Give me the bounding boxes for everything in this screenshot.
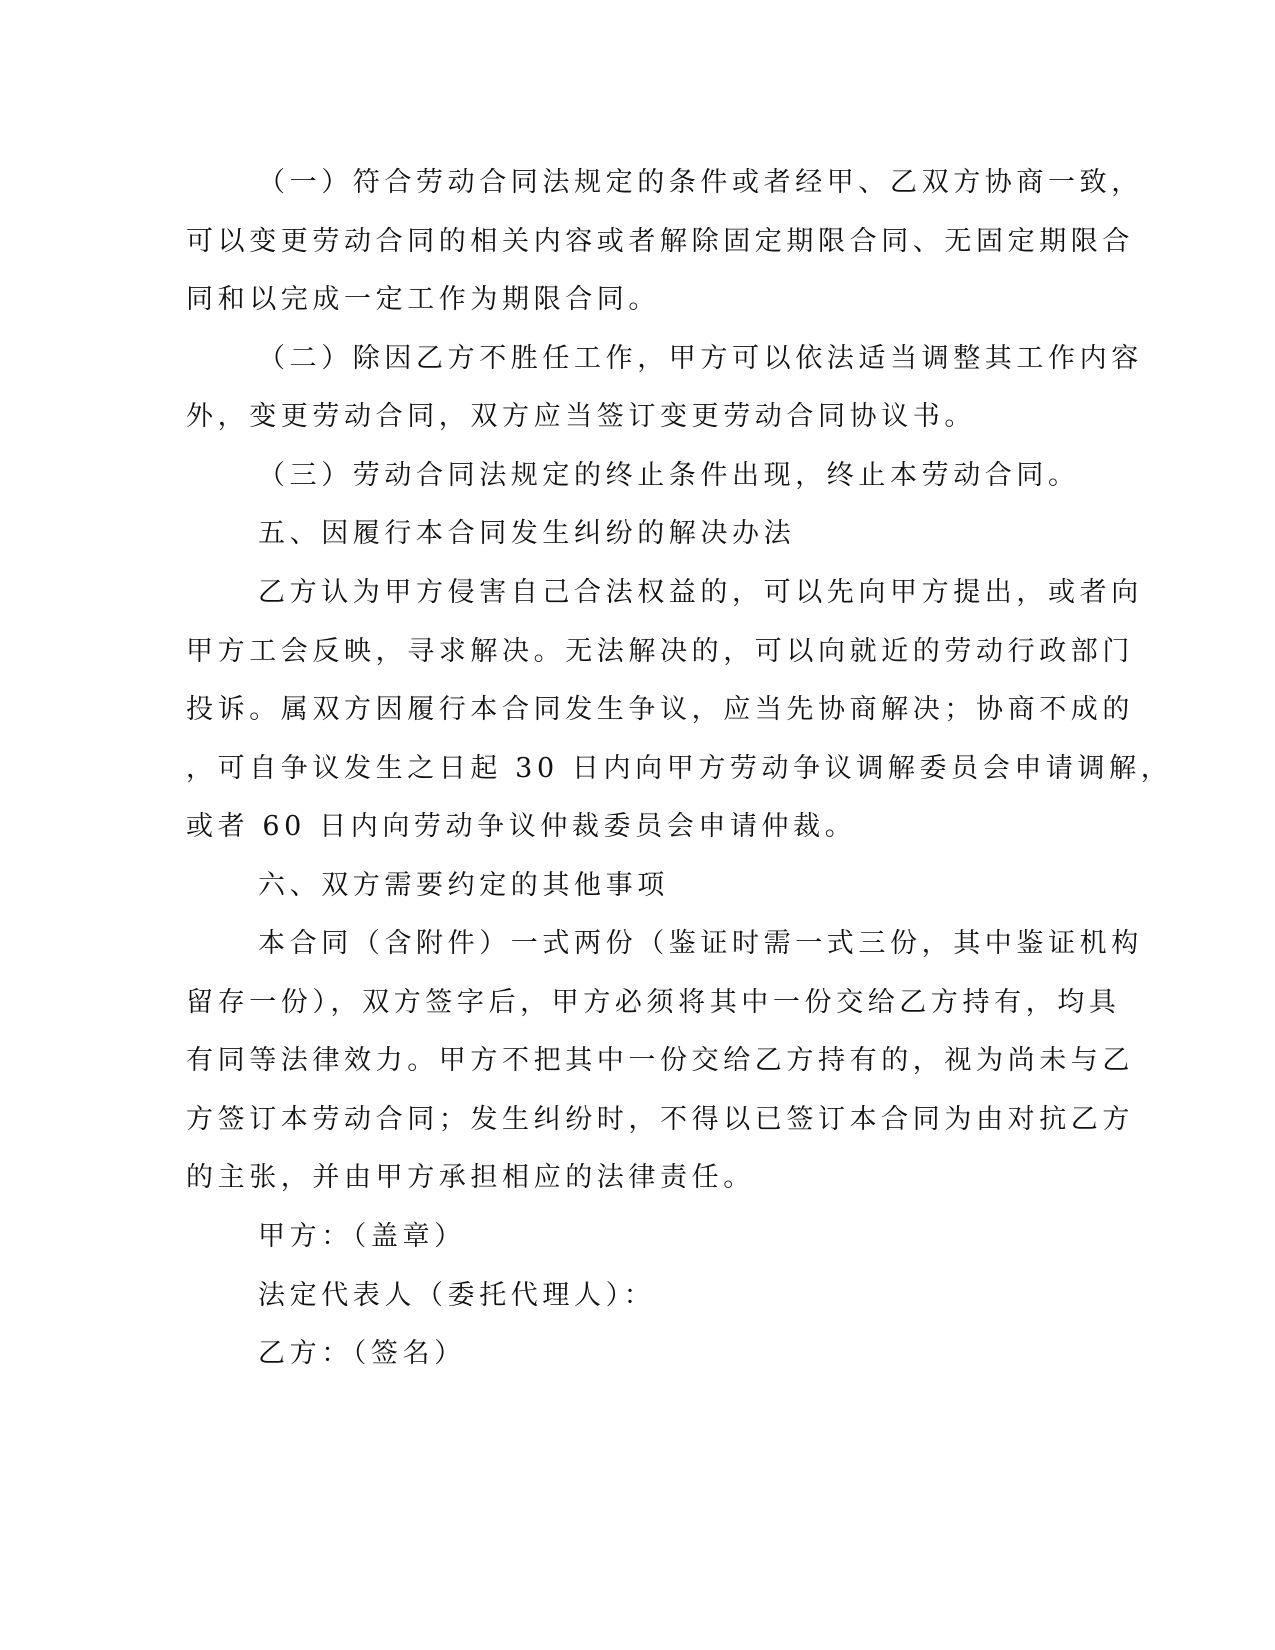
- section-6-para-line-1: 本合同（含附件）一式两份（鉴证时需一式三份，其中鉴证机构: [258, 928, 1143, 959]
- party-b-signature: 乙方：（签名）: [258, 1338, 466, 1369]
- clause-2-line-1: （二）除因乙方不胜任工作，甲方可以依法适当调整其工作内容: [258, 343, 1143, 374]
- section-6-para-line-3: 有同等法律效力。甲方不把其中一份交给乙方持有的，视为尚未与乙: [186, 1045, 1134, 1076]
- section-6-para-line-5: 的主张，并由甲方承担相应的法律责任。: [186, 1162, 755, 1193]
- clause-3-line-1: （三）劳动合同法规定的终止条件出现，终止本劳动合同。: [258, 460, 1080, 491]
- section-6-heading: 六、双方需要约定的其他事项: [258, 870, 669, 901]
- clause-1-line-2: 可以变更劳动合同的相关内容或者解除固定期限合同、无固定期限合: [186, 226, 1134, 257]
- section-6-para-line-4: 方签订本劳动合同；发生纠纷时，不得以已签订本合同为由对抗乙方: [186, 1104, 1134, 1135]
- section-5-heading: 五、因履行本合同发生纠纷的解决办法: [258, 518, 796, 549]
- section-6-para-line-2: 留存一份），双方签字后，甲方必须将其中一份交给乙方持有，均具: [186, 987, 1121, 1018]
- clause-2-line-2: 外，变更劳动合同，双方应当签订变更劳动合同协议书。: [186, 401, 976, 432]
- clause-1-line-3: 同和以完成一定工作为期限合同。: [186, 284, 660, 315]
- section-5-para-line-3: 投诉。属双方因履行本合同发生争议，应当先协商解决；协商不成的: [186, 694, 1134, 725]
- section-5-para-line-4: ，可自争议发生之日起 30 日内向甲方劳动争议调解委员会申请调解，: [186, 753, 1173, 784]
- section-5-para-line-2: 甲方工会反映，寻求解决。无法解决的，可以向就近的劳动行政部门: [186, 636, 1134, 667]
- legal-representative: 法定代表人（委托代理人）：: [258, 1280, 656, 1311]
- clause-1-line-1: （一）符合劳动合同法规定的条件或者经甲、乙双方协商一致，: [258, 167, 1143, 198]
- party-a-seal: 甲方：（盖章）: [258, 1221, 466, 1252]
- section-5-para-line-1: 乙方认为甲方侵害自己合法权益的，可以先向甲方提出，或者向: [258, 577, 1143, 608]
- section-5-para-line-5: 或者 60 日内向劳动争议仲裁委员会申请仲裁。: [186, 811, 857, 842]
